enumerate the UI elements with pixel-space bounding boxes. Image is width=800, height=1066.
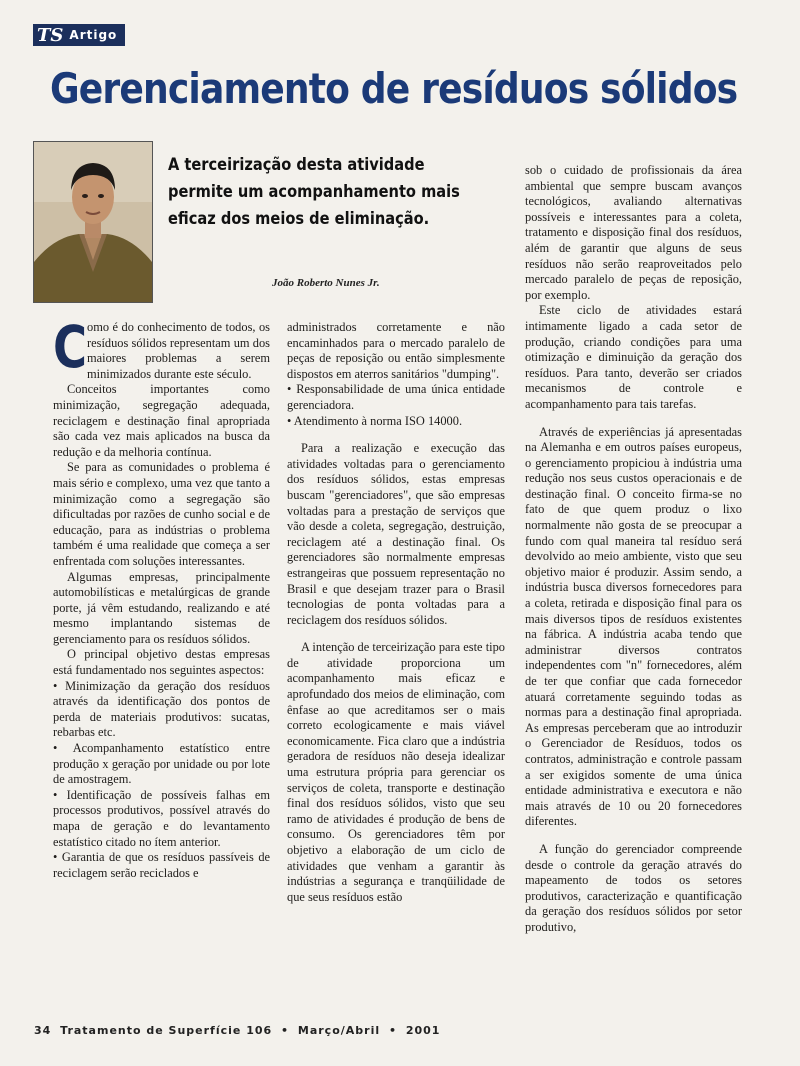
drop-cap: C bbox=[53, 313, 88, 381]
body-column-2 bbox=[287, 320, 505, 905]
paragraph bbox=[53, 313, 270, 382]
footer-separator: • bbox=[281, 1024, 290, 1037]
list-item: • Atendimento à norma ISO 14000. bbox=[287, 414, 505, 430]
list-item: • Identificação de possíveis falhas em processos produtivos, possível através do mapa de geração e do levantamento estatístico citado no ítem anterior. bbox=[53, 788, 270, 850]
paragraph: administrados corretamente e não encaminhados para o mercado paralelo de peças de reposição ou então simplesmente dispostos em aterros sanitários "dumping". bbox=[287, 320, 505, 381]
paragraph-text: omo é do conhecimento de todos, os resíduos sólidos representam um dos maiores problemas a serem minimizados durante este século. bbox=[87, 320, 270, 381]
paragraph: Conceitos importantes como minimização, segregação adequada, reciclagem e destinação final apropriada são cada vez mais aplicados na busca da redução e da melhoria contínua. bbox=[53, 382, 270, 459]
paragraph: O principal objetivo destas empresas está fundamentado nos seguintes aspectos: bbox=[53, 647, 270, 678]
magazine-logo: TS bbox=[37, 24, 64, 46]
list-item: • Responsabilidade de uma única entidade gerenciadora. bbox=[287, 382, 505, 413]
issue-date: Março/Abril bbox=[297, 1024, 381, 1037]
paragraph: A função do gerenciador compreende desde o controle da geração através do mapeamento de todos os setores produtivos, caracterização e quantificação da geração dos resíduos sólidos por setor produtivo, bbox=[525, 841, 742, 934]
section-label: Artigo bbox=[69, 28, 118, 42]
article-title: Gerenciamento de resíduos sólidos bbox=[50, 64, 738, 113]
page-number: 34 bbox=[34, 1024, 52, 1037]
page-footer bbox=[34, 1024, 444, 1037]
body-column-3 bbox=[525, 163, 742, 936]
issue-year: 2001 bbox=[405, 1024, 441, 1037]
list-item: • Minimização da geração dos resíduos através da identificação dos pontos de perda de materiais produtivos: sucatas, rebarbas etc. bbox=[53, 679, 270, 741]
author-photo bbox=[33, 141, 153, 303]
list-item: • Garantia de que os resíduos passíveis de reciclagem serão reciclados e bbox=[53, 850, 270, 881]
footer-separator: • bbox=[388, 1024, 397, 1037]
paragraph: Para a realização e execução das atividades voltadas para o gerenciamento dos resíduos sólidos, estas empresas buscam "gerenciadores", que são empresas voltadas para a prestação de serviços que vão desde a coleta, segregação, destruição, reciclagem até a destinação final. Os gerenciadores são normalmente empresas estrangeiras que possuem representação no Brasil e que desejam trazer para o Brasil tecnologias de ponta voltadas para a reciclagem dos resíduos sólidos. bbox=[287, 441, 505, 627]
paragraph: Se para as comunidades o problema é mais sério e complexo, uma vez que tanto a minimização como a segregação são dificultadas por razões de cunho social e de educação, para as indústrias o problema também é uma realidade que começa a ser enfrentada com soluções interessantes. bbox=[53, 460, 270, 568]
body-column-1 bbox=[53, 313, 271, 881]
section-tag bbox=[33, 24, 125, 46]
paragraph: Este ciclo de atividades estará intimamente ligado a cada setor de produção, criando condições para uma otimização e diminuição da geração dos resíduos. Para tanto, deverão ser criados mecanismos de controle e acompanhamento para tais tarefas. bbox=[525, 303, 742, 411]
list-item: • Acompanhamento estatístico entre produção x geração por unidade ou por lote de amostragem. bbox=[53, 741, 270, 788]
paragraph: Algumas empresas, principalmente automobilísticas e metalúrgicas de grande porte, já vêm estudando, realizando e até mesmo implantando sistemas de gerenciamento para os resíduos sólidos. bbox=[53, 569, 270, 646]
aspects-list-continued bbox=[287, 382, 505, 429]
paragraph: sob o cuidado de profissionais da área ambiental que sempre buscam avanços tecnológicos, avaliando alternativas possíveis e interessantes para a coleta, tratamento e disposição final dos resíduos, além de garantir que alguns de seus resíduos não serão reaproveitados pelo mercado paralelo de peças de reposição, por exemplo. bbox=[525, 163, 742, 302]
author-portrait-image bbox=[34, 142, 152, 302]
magazine-name: Tratamento de Superfície 106 bbox=[60, 1024, 273, 1037]
author-byline: João Roberto Nunes Jr. bbox=[272, 277, 380, 289]
paragraph: Através de experiências já apresentadas na Alemanha e em outros países europeus, o gerenciamento propiciou à indústria uma redução nos seus custos operacionais e de destinação final. O conceito firma-se no fato de que quem produz o lixo normalmente não gosta de se preocupar a fundo com qual maneira tal resíduo será devolvido ao meio ambiente, visto que seu objetivo maior é produzir. Assim sendo, a indústria busca diversos fornecedores para a coleta, retirada e disposição final para os mais diversos tipos de resíduos existentes na fábrica. A indústria acaba tendo que administrar diversos contratos independentes com "n" fornecedores, além de ter que confiar que cada fornecedor atuará corretamente seguindo todas as normas para a destinação final apropriada. As empresas perceberam que ao introduzir o Gerenciador de Resíduos, todos os contratos, administração e controle passam a ser exigidos somente de uma única entidade administrativa e executora e não mais através de 10 ou 20 fornecedores diferentes. bbox=[525, 424, 742, 829]
aspects-list bbox=[53, 679, 270, 882]
article-subtitle: A terceirização desta atividade permite um acompanhamento mais eficaz dos meios de eliminação. bbox=[168, 155, 460, 229]
paragraph: A intenção de terceirização para este tipo de atividade proporciona um acompanhamento mais eficaz e aprofundado dos meios de eliminação, com ênfase ao que acreditamos ser o mais correto ecologicamente e mais viável economicamente. Fica claro que a indústria geradora de resíduos não deseja idealizar uma estrutura própria para gerenciar os serviços de coleta, transporte e destinação final dos resíduos sólidos, visto que seu ramo de atividades é produção de bens de consumo. Os gerenciadores têm por objetivo a elaboração de um ciclo de atividades que venham a garantir às indústrias a segurança e tranqüilidade de que seus resíduos estão bbox=[287, 640, 505, 904]
